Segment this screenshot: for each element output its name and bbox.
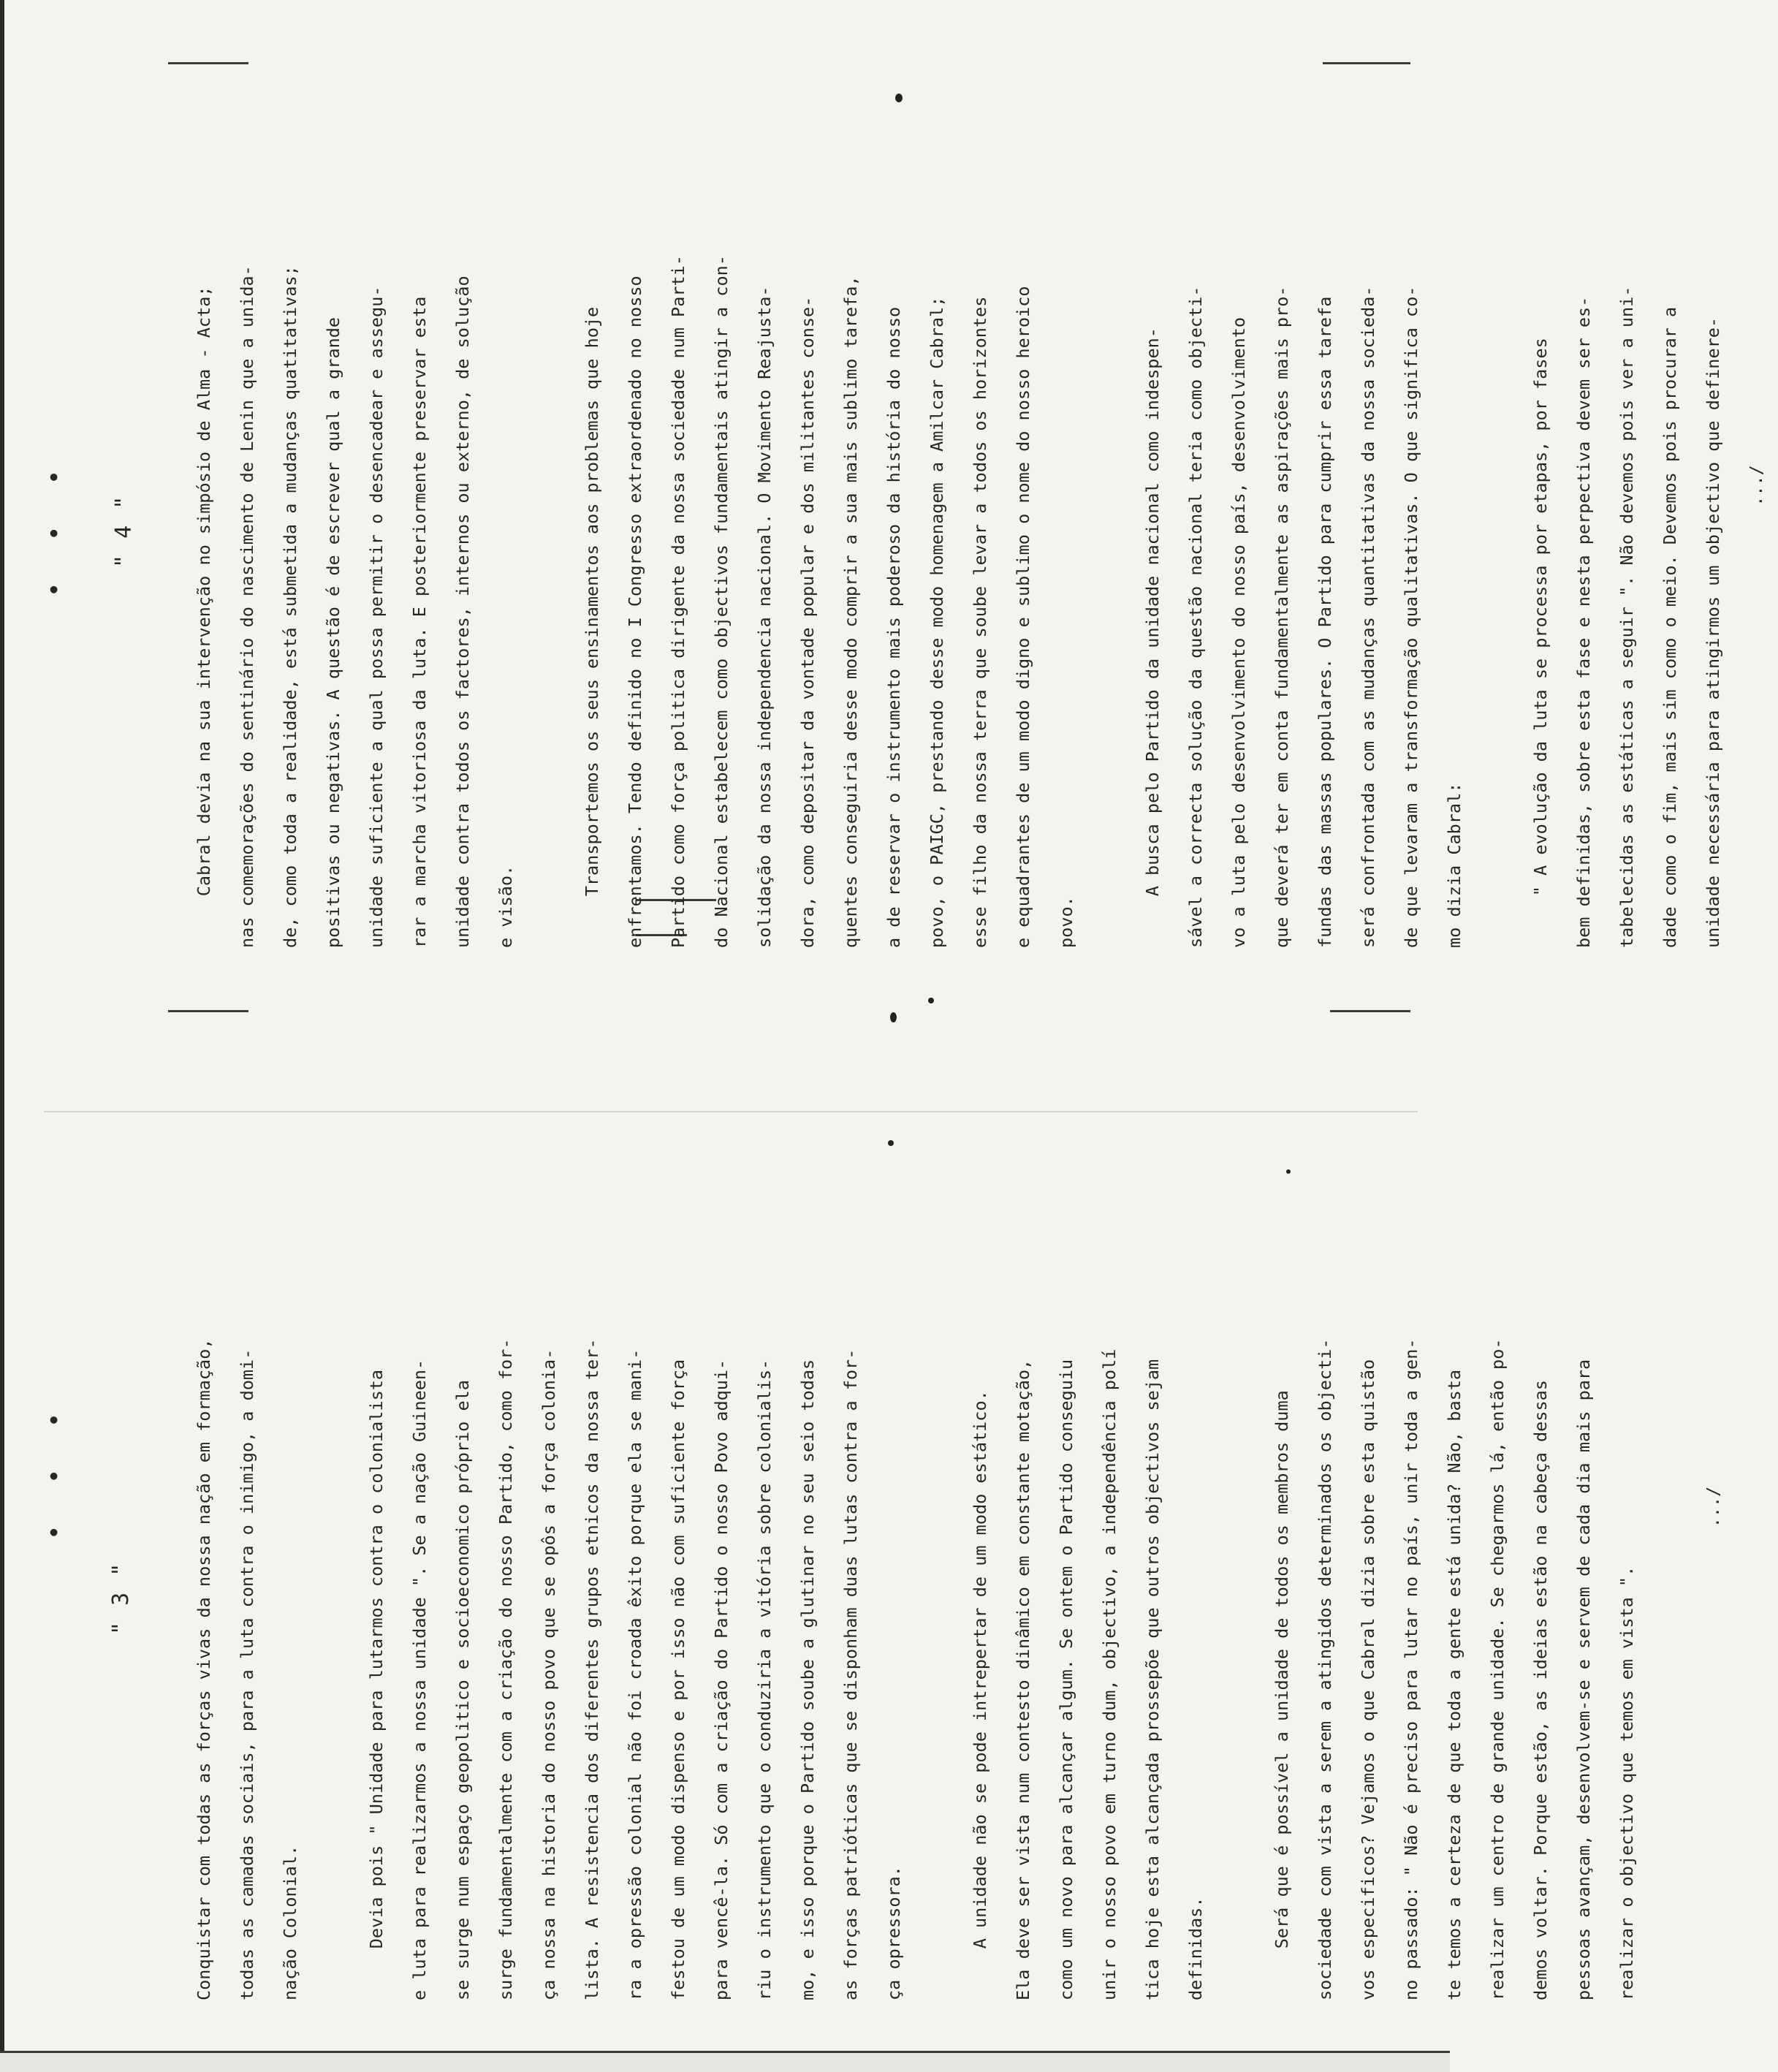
text-line: unir o nosso povo em turno dum, objectivo, a independência polí xyxy=(1099,1348,1120,2000)
text-line: ça opressora. xyxy=(884,1866,904,2000)
paragraph-gap xyxy=(1088,23,1131,948)
text-line: Ela deve ser vista num contesto dinâmico em constante motação, xyxy=(1013,1359,1033,2000)
text-line: no passado: " Não é preciso para lutar no país, unir toda a gen- xyxy=(1401,1338,1421,2000)
text-line: para vencê-la. Só com a criação do Partido o nosso Povo adqui- xyxy=(711,1359,732,2000)
text-line: e luta para realizarmos a nossa unidade ". Se a nação Guineen- xyxy=(409,1359,430,2000)
text-line: de, como toda a realidade, está submetida a mudanças quatitativas; xyxy=(280,265,300,948)
text-line: vos especificos? Vejamos o que Cabral dizia sobre esta quistão xyxy=(1358,1359,1378,2000)
text-line: todas as camadas sociais, para a luta contra o inimigo, a domi- xyxy=(237,1348,257,2000)
paragraph-gap xyxy=(312,1014,355,2000)
text-line: povo. xyxy=(1056,896,1076,948)
text-line: mo, e isso porque o Partido soube a glutinar no seu seio todas xyxy=(797,1359,818,2000)
text-line: será confrontada com as mudanças quantitativas da nossa socieda- xyxy=(1358,286,1378,948)
text-line: Transportemos os seus ensinamentos aos problemas que hoje xyxy=(582,306,602,948)
text-line: Conquistar com todas as forças vivas da nossa nação em formação, xyxy=(194,1338,214,2000)
text-line: mo dizia Cabral: xyxy=(1444,782,1464,948)
paragraph-gap xyxy=(1476,23,1519,948)
paragraph-gap xyxy=(1649,1014,1692,2000)
text-line: sável a correcta solução da questão nacional teria como objecti- xyxy=(1185,286,1206,948)
text-line: unidade necessária para atingirmos um objectivo que definere- xyxy=(1703,316,1723,948)
text-line: se surge num espaço geopolitico e socioeconomico próprio ela xyxy=(452,1380,473,2000)
page-number: " 3 " xyxy=(108,1561,134,1635)
text-line: definidas. xyxy=(1185,1897,1206,2000)
text-line: pessoas avançam, desenvolvem-se e servem de cada dia mais para xyxy=(1573,1359,1594,2000)
text-line: unidade suficiente a qual possa permitir o desencadear e assegu- xyxy=(366,286,387,948)
text-line: as forças patrióticas que se disponham duas lutas contra a for- xyxy=(840,1348,861,2000)
text-line: unidade contra todos os factores, internos ou externo, de solução xyxy=(452,276,473,948)
text-line: dora, como depositar da vontade popular e dos militantes conse- xyxy=(797,296,818,948)
text-line: positivas ou negativas. A questão é de escrever qual a grande xyxy=(323,316,343,948)
text-line: ça nossa na historia do nosso povo que se opôs a força colonia- xyxy=(539,1348,559,2000)
text-line: bem definidas, sobre esta fase e nesta perpectiva devem ser es- xyxy=(1573,296,1594,948)
text-line: enfrentamos. Tendo definido no I Congresso extraordenado no nosso xyxy=(625,276,645,948)
text-line: A busca pelo Partido da unidade nacional como indespen- xyxy=(1142,327,1163,948)
text-line: como um novo para alcançar algum. Se ontem o Partido conseguiu xyxy=(1056,1359,1076,2000)
text-line: tabelecidas as estáticas a seguir ". Não devemos pois ver a uni- xyxy=(1616,286,1637,948)
text-line: fundas das massas populares. O Partido para cumprir essa tarefa xyxy=(1315,296,1335,948)
text-line: que deverá ter em conta fundamentalmente as aspirações mais pro- xyxy=(1272,286,1292,948)
page-body xyxy=(183,1014,1735,2000)
text-line: esse filho da nossa terra que soube levar a todos os horizontes xyxy=(970,296,990,948)
page-3 xyxy=(0,1006,1723,2000)
text-line: vo a luta pelo desenvolvimento do nosso país, desenvolvimento xyxy=(1228,316,1249,948)
text-line: do Nacional estabelecem como objectivos fundamentais atingir a con- xyxy=(711,255,732,948)
continuation-mark: .../ xyxy=(1746,465,1766,506)
text-line: nas comemorações do sentinário do nascimento de Lenin que a unida- xyxy=(237,265,257,948)
text-line: tica hoje esta alcançada prossepõe que outros objectivos sejam xyxy=(1142,1359,1163,2000)
text-line: sociedade com vista a serem a atingidos determinados os objecti- xyxy=(1315,1338,1335,2000)
text-line: Partido como força politica dirigente da nossa sociedade num Parti- xyxy=(668,255,688,948)
text-line: e equadrantes de um modo digno e sublimo o nome do nosso heroico xyxy=(1013,286,1033,948)
paragraph-gap xyxy=(528,23,571,948)
text-line: " A evolução da luta se processa por etapas, por fases xyxy=(1530,338,1551,948)
text-line: dade como o fim, mais sim como o meio. Devemos pois procurar a xyxy=(1660,306,1680,948)
text-line: a de reservar o instrumento mais poderoso da história do nosso xyxy=(884,306,904,948)
text-line: Devia pois " Unidade para lutarmos contra o colonialista xyxy=(366,1369,387,2000)
paragraph-gap xyxy=(916,1014,959,2000)
text-line: lista. A resistencia dos diferentes grupos etnicos da nossa ter- xyxy=(582,1338,602,2000)
text-line: solidação da nossa independencia nacional. O Movimento Reajusta- xyxy=(754,286,775,948)
page-body xyxy=(183,23,1778,948)
text-line: povo, o PAIGC, prestando desse modo homenagem a Amilcar Cabral; xyxy=(927,296,947,948)
text-line: Será que é possível a unidade de todos os membros duma xyxy=(1272,1390,1292,2000)
text-line: surge fundamentalmente com a criação do nosso Partido, como for- xyxy=(495,1338,516,2000)
continuation-mark: .../ xyxy=(1703,1486,1723,1528)
page-number: " 4 " xyxy=(111,494,137,568)
paragraph-gap xyxy=(1217,1014,1261,2000)
text-line: te temos a certeza de que toda a gente está unida? Não, basta xyxy=(1444,1369,1464,2000)
page-marker-dots: • • • xyxy=(40,456,69,597)
text-line: Cabral devia na sua intervenção no simpósio de Alma - Acta; xyxy=(194,286,214,948)
page-marker-dots: • • • xyxy=(40,1399,69,1540)
text-line: realizar o objectivo que temos em vista ". xyxy=(1616,1566,1637,2000)
text-line: nação Colonial. xyxy=(280,1845,300,2000)
text-line: quentes conseguiria desse modo comprir a sua mais sublimo tarefa, xyxy=(840,276,861,948)
text-line: realizar um centro de grande unidade. Se chegarmos lá, então po- xyxy=(1487,1338,1508,2000)
text-line: de que levaram a transformação qualitativas. O que significa co- xyxy=(1401,286,1421,948)
text-line: festou de um modo dispenso e por isso não com suficiente força xyxy=(668,1359,688,2000)
text-line: riu o instrumento que o conduziria a vitória sobre colonialis- xyxy=(754,1359,775,2000)
text-line: A unidade não se pode intrepertar de um modo estático. xyxy=(970,1390,990,2000)
text-line: ra a opressão colonial não foi croada êxito porque ela se mani- xyxy=(625,1348,645,2000)
text-line: e visão. xyxy=(495,865,516,948)
text-line: demos voltar. Porque estão, as ideias estão na cabeça dessas xyxy=(1530,1380,1551,2000)
text-line: rar a marcha vitoriosa da luta. E posteriormente preservar esta xyxy=(409,296,430,948)
page-4 xyxy=(0,20,1766,948)
